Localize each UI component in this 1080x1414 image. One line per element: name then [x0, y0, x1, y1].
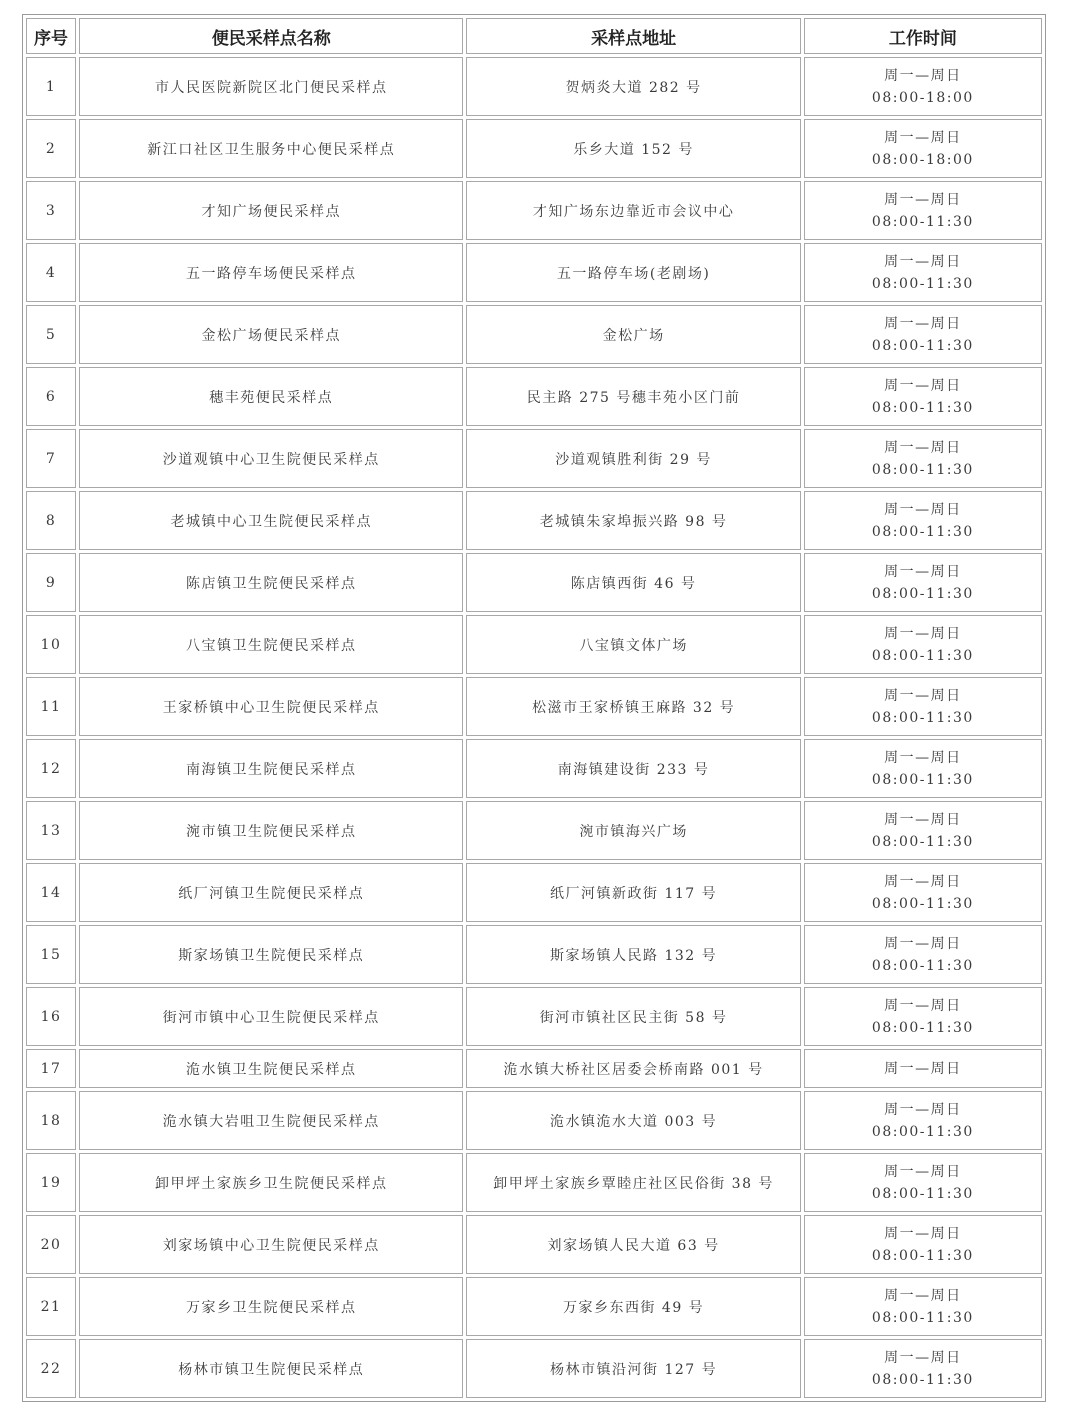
row-index: 1 — [26, 57, 76, 116]
row-index: 5 — [26, 305, 76, 364]
sampling-points-table — [22, 14, 1046, 1402]
site-address: 才知广场东边靠近市会议中心 — [466, 181, 800, 240]
table-row — [26, 367, 1042, 426]
site-address: 老城镇朱家埠振兴路 98 号 — [466, 491, 800, 550]
working-days: 周一—周日 — [884, 191, 962, 208]
site-name: 南海镇卫生院便民采样点 — [79, 739, 463, 798]
table-row — [26, 119, 1042, 178]
working-days: 周一—周日 — [884, 563, 962, 580]
site-name: 涴市镇卫生院便民采样点 — [79, 801, 463, 860]
row-index: 12 — [26, 739, 76, 798]
site-address: 陈店镇西街 46 号 — [466, 553, 800, 612]
site-name: 穗丰苑便民采样点 — [79, 367, 463, 426]
working-days: 周一—周日 — [884, 1287, 962, 1304]
working-time — [804, 1215, 1042, 1274]
working-days: 周一—周日 — [884, 935, 962, 952]
working-hours: 08:00-18:00 — [871, 89, 974, 106]
header-address: 采样点地址 — [466, 18, 800, 54]
working-time — [804, 739, 1042, 798]
working-days: 周一—周日 — [884, 1163, 962, 1180]
header-site-name: 便民采样点名称 — [79, 18, 463, 54]
table-row — [26, 615, 1042, 674]
working-hours: 08:00-11:30 — [871, 647, 974, 664]
row-index: 10 — [26, 615, 76, 674]
working-hours: 08:00-11:30 — [871, 1309, 974, 1326]
site-address: 贺炳炎大道 282 号 — [466, 57, 800, 116]
table-row — [26, 1339, 1042, 1398]
working-days: 周一—周日 — [884, 253, 962, 270]
table-row — [26, 1049, 1042, 1088]
table-row — [26, 739, 1042, 798]
working-days: 周一—周日 — [884, 67, 962, 84]
working-days: 周一—周日 — [884, 625, 962, 642]
working-hours: 08:00-11:30 — [871, 895, 974, 912]
row-index: 21 — [26, 1277, 76, 1336]
site-name: 卸甲坪土家族乡卫生院便民采样点 — [79, 1153, 463, 1212]
row-index: 2 — [26, 119, 76, 178]
sampling-points-table-wrapper — [22, 14, 1046, 1402]
row-index: 15 — [26, 925, 76, 984]
site-address: 斯家场镇人民路 132 号 — [466, 925, 800, 984]
working-time — [804, 615, 1042, 674]
working-days: 周一—周日 — [884, 377, 962, 394]
table-row — [26, 553, 1042, 612]
row-index: 7 — [26, 429, 76, 488]
working-hours: 08:00-11:30 — [871, 1247, 974, 1264]
working-hours: 08:00-11:30 — [871, 833, 974, 850]
table-header-row — [26, 18, 1042, 54]
site-name: 金松广场便民采样点 — [79, 305, 463, 364]
site-name: 沙道观镇中心卫生院便民采样点 — [79, 429, 463, 488]
row-index: 3 — [26, 181, 76, 240]
working-hours: 08:00-11:30 — [871, 1019, 974, 1036]
row-index: 17 — [26, 1049, 76, 1088]
row-index: 9 — [26, 553, 76, 612]
working-days: 周一—周日 — [884, 315, 962, 332]
table-row — [26, 1215, 1042, 1274]
working-hours: 08:00-11:30 — [871, 523, 974, 540]
row-index: 11 — [26, 677, 76, 736]
site-name: 八宝镇卫生院便民采样点 — [79, 615, 463, 674]
working-hours: 08:00-11:30 — [871, 957, 974, 974]
site-name: 斯家场镇卫生院便民采样点 — [79, 925, 463, 984]
row-index: 20 — [26, 1215, 76, 1274]
table-row — [26, 1091, 1042, 1150]
table-row — [26, 491, 1042, 550]
row-index: 22 — [26, 1339, 76, 1398]
site-address: 涴市镇海兴广场 — [466, 801, 800, 860]
working-hours: 08:00-11:30 — [871, 213, 974, 230]
site-address: 八宝镇文体广场 — [466, 615, 800, 674]
table-row — [26, 925, 1042, 984]
site-address: 五一路停车场(老剧场) — [466, 243, 800, 302]
working-days: 周一—周日 — [884, 873, 962, 890]
working-days: 周一—周日 — [884, 1060, 962, 1077]
site-name: 万家乡卫生院便民采样点 — [79, 1277, 463, 1336]
site-address: 南海镇建设街 233 号 — [466, 739, 800, 798]
working-days: 周一—周日 — [884, 1349, 962, 1366]
table-row — [26, 1153, 1042, 1212]
row-index: 16 — [26, 987, 76, 1046]
site-name: 市人民医院新院区北门便民采样点 — [79, 57, 463, 116]
working-time — [804, 925, 1042, 984]
site-name: 陈店镇卫生院便民采样点 — [79, 553, 463, 612]
row-index: 8 — [26, 491, 76, 550]
working-time — [804, 677, 1042, 736]
working-days: 周一—周日 — [884, 749, 962, 766]
working-time — [804, 1153, 1042, 1212]
working-days: 周一—周日 — [884, 997, 962, 1014]
working-time — [804, 553, 1042, 612]
site-name: 王家桥镇中心卫生院便民采样点 — [79, 677, 463, 736]
table-row — [26, 57, 1042, 116]
site-address: 乐乡大道 152 号 — [466, 119, 800, 178]
table-row — [26, 863, 1042, 922]
site-name: 刘家场镇中心卫生院便民采样点 — [79, 1215, 463, 1274]
table-row — [26, 181, 1042, 240]
working-time — [804, 57, 1042, 116]
row-index: 4 — [26, 243, 76, 302]
site-address: 卸甲坪土家族乡覃睦庄社区民俗街 38 号 — [466, 1153, 800, 1212]
working-hours: 08:00-11:30 — [871, 1371, 974, 1388]
site-address: 万家乡东西街 49 号 — [466, 1277, 800, 1336]
site-address: 洈水镇大桥社区居委会桥南路 001 号 — [466, 1049, 800, 1088]
working-hours: 08:00-11:30 — [871, 585, 974, 602]
working-days: 周一—周日 — [884, 129, 962, 146]
row-index: 13 — [26, 801, 76, 860]
site-address: 松滋市王家桥镇王麻路 32 号 — [466, 677, 800, 736]
working-hours: 08:00-11:30 — [871, 461, 974, 478]
working-days: 周一—周日 — [884, 439, 962, 456]
site-address: 杨林市镇沿河街 127 号 — [466, 1339, 800, 1398]
working-time — [804, 1091, 1042, 1150]
working-days: 周一—周日 — [884, 687, 962, 704]
table-row — [26, 1277, 1042, 1336]
working-time — [804, 243, 1042, 302]
site-address: 街河市镇社区民主街 58 号 — [466, 987, 800, 1046]
site-name: 纸厂河镇卫生院便民采样点 — [79, 863, 463, 922]
working-time — [804, 119, 1042, 178]
site-name: 新江口社区卫生服务中心便民采样点 — [79, 119, 463, 178]
site-name: 杨林市镇卫生院便民采样点 — [79, 1339, 463, 1398]
working-hours: 08:00-11:30 — [871, 1123, 974, 1140]
header-index: 序号 — [26, 18, 76, 54]
table-row — [26, 801, 1042, 860]
working-time — [804, 181, 1042, 240]
working-time — [804, 491, 1042, 550]
site-name: 街河市镇中心卫生院便民采样点 — [79, 987, 463, 1046]
table-body — [26, 57, 1042, 1398]
site-address: 刘家场镇人民大道 63 号 — [466, 1215, 800, 1274]
working-time — [804, 987, 1042, 1046]
site-name: 五一路停车场便民采样点 — [79, 243, 463, 302]
working-days: 周一—周日 — [884, 1101, 962, 1118]
site-address: 民主路 275 号穗丰苑小区门前 — [466, 367, 800, 426]
row-index: 19 — [26, 1153, 76, 1212]
site-address: 纸厂河镇新政街 117 号 — [466, 863, 800, 922]
working-time — [804, 1277, 1042, 1336]
table-row — [26, 987, 1042, 1046]
site-name: 老城镇中心卫生院便民采样点 — [79, 491, 463, 550]
working-hours: 08:00-11:30 — [871, 399, 974, 416]
table-row — [26, 243, 1042, 302]
working-days: 周一—周日 — [884, 501, 962, 518]
table-row — [26, 677, 1042, 736]
site-address: 沙道观镇胜利街 29 号 — [466, 429, 800, 488]
table-row — [26, 429, 1042, 488]
working-time — [804, 863, 1042, 922]
working-hours: 08:00-11:30 — [871, 709, 974, 726]
working-time — [804, 305, 1042, 364]
working-hours: 08:00-11:30 — [871, 275, 974, 292]
site-address: 金松广场 — [466, 305, 800, 364]
working-hours: 08:00-11:30 — [871, 1185, 974, 1202]
working-hours: 08:00-11:30 — [871, 337, 974, 354]
row-index: 18 — [26, 1091, 76, 1150]
site-address: 洈水镇洈水大道 003 号 — [466, 1091, 800, 1150]
working-hours: 08:00-11:30 — [871, 771, 974, 788]
site-name: 洈水镇大岩咀卫生院便民采样点 — [79, 1091, 463, 1150]
site-name: 才知广场便民采样点 — [79, 181, 463, 240]
working-time — [804, 801, 1042, 860]
working-days: 周一—周日 — [884, 811, 962, 828]
table-row — [26, 305, 1042, 364]
working-time — [804, 429, 1042, 488]
working-time — [804, 1339, 1042, 1398]
working-days: 周一—周日 — [884, 1225, 962, 1242]
site-name: 洈水镇卫生院便民采样点 — [79, 1049, 463, 1088]
working-time — [804, 367, 1042, 426]
row-index: 6 — [26, 367, 76, 426]
header-hours: 工作时间 — [804, 18, 1042, 54]
working-time — [804, 1049, 1042, 1088]
working-hours: 08:00-18:00 — [871, 151, 974, 168]
row-index: 14 — [26, 863, 76, 922]
